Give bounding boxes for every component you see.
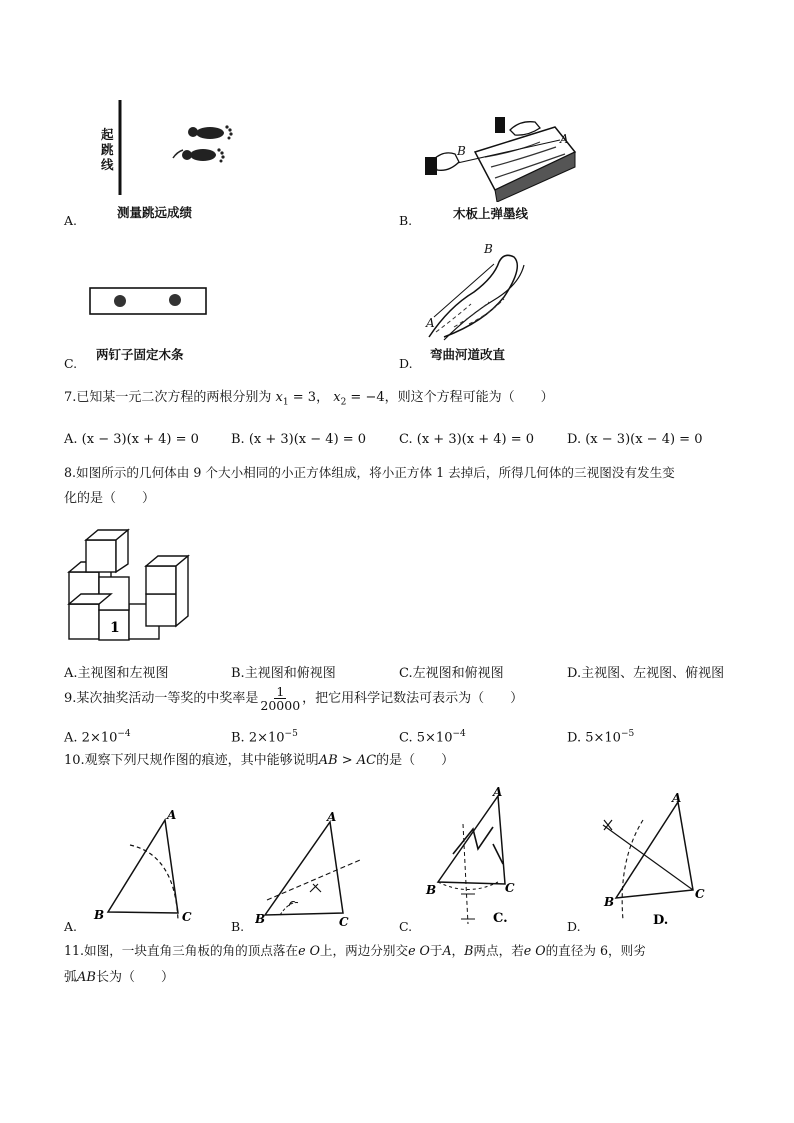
- option-d[interactable]: D.主视图、左视图、俯视图: [567, 666, 725, 681]
- option-label: C.: [64, 356, 78, 371]
- triangle-construction-a: [90, 805, 200, 925]
- option-label: B.: [231, 919, 245, 934]
- q6-figure-d: [424, 242, 554, 367]
- svg-text:C: C: [182, 910, 192, 924]
- footprint-icon: [188, 125, 233, 139]
- svg-text:D.: D.: [653, 913, 669, 928]
- board-chalk-line-illustration: [425, 112, 595, 202]
- question-8-line2: 化的是（ ）: [64, 491, 156, 506]
- question-11-line2: 弧AB长为（ ）: [64, 970, 174, 985]
- question-9-stem: 9.某次抽奖活动一等奖的中奖率是 $\frac{1}{20000}$ ，把它用科学记数法可表示为（ ）: [64, 684, 524, 714]
- figure-caption: 测量跳远成绩: [117, 205, 193, 220]
- q6-figure-c: [88, 285, 248, 365]
- cube-1-label: 1: [110, 620, 120, 636]
- q6-figure-a: [95, 95, 265, 225]
- q10-figure-c: [423, 784, 523, 930]
- option-c[interactable]: C.左视图和俯视图: [399, 666, 504, 681]
- svg-text:B: B: [94, 908, 105, 922]
- figure-caption: 两钉子固定木条: [96, 347, 184, 362]
- triangle-construction-d: [598, 790, 718, 930]
- svg-text:A: A: [167, 808, 177, 822]
- figure-caption: 弯曲河道改直: [430, 347, 506, 362]
- nail-icon: [169, 294, 181, 306]
- option-label: A.: [64, 919, 78, 934]
- point-label-b: B: [484, 242, 493, 256]
- option-b[interactable]: B. (x + 3)(x − 4) = 0: [231, 432, 367, 447]
- board-nails-illustration: [88, 285, 248, 320]
- option-b[interactable]: B. $2\times 10^{-5}$: [231, 729, 298, 746]
- q8-cube-figure: [66, 522, 206, 647]
- question-7-stem: 7.已知某一元二次方程的两根分别为 $x_1 = 3$， $x_2 = -4$，则这个方程可能为（ ）: [64, 390, 554, 408]
- question-7-options: [0, 432, 794, 452]
- svg-text:B: B: [255, 912, 266, 926]
- river-illustration: [424, 242, 554, 342]
- question-10-stem: 10.观察下列尺规作图的痕迹，其中能够说明AB > AC的是（ ）: [64, 753, 455, 768]
- svg-text:C: C: [339, 915, 349, 928]
- svg-text:A: A: [327, 810, 337, 824]
- fraction: $\frac{1}{20000}$: [260, 684, 301, 714]
- option-b[interactable]: B.主视图和俯视图: [231, 666, 336, 681]
- option-label: B.: [399, 213, 413, 228]
- svg-text:C.: C.: [493, 911, 508, 926]
- q10-figure-d: [598, 790, 718, 930]
- q10-figure-b: [255, 810, 365, 928]
- svg-text:A: A: [672, 791, 682, 805]
- point-label-a: A: [426, 316, 435, 330]
- svg-text:A: A: [493, 785, 503, 799]
- question-11-line1: 11.如图，一块直角三角板的角的顶点落在e O上，两边分别交e O于A，B两点，若e O的直径为 6，则劣: [64, 943, 646, 958]
- footprint-icon: [173, 148, 225, 162]
- svg-text:B: B: [426, 883, 437, 897]
- point-label-a: A: [560, 132, 569, 146]
- svg-text:C: C: [505, 881, 515, 895]
- point-label-b: B: [457, 144, 466, 158]
- option-label: C.: [399, 919, 413, 934]
- option-a[interactable]: A. (x − 3)(x + 4) = 0: [64, 432, 199, 447]
- triangle-construction-b: [255, 810, 365, 928]
- cubes-illustration: [66, 522, 206, 647]
- svg-text:C: C: [695, 887, 705, 901]
- option-d[interactable]: D. (x − 3)(x − 4) = 0: [567, 432, 703, 447]
- question-8-line1: 8.如图所示的几何体由 9 个大小相同的小正方体组成，将小正方体 1 去掉后，所得几何体的三视图没有发生变: [64, 465, 675, 480]
- option-c[interactable]: C. (x + 3)(x + 4) = 0: [399, 432, 535, 447]
- question-9-options: [0, 729, 794, 749]
- option-label: D.: [567, 919, 581, 934]
- option-d[interactable]: D. $5\times 10^{-5}$: [567, 729, 635, 746]
- option-a[interactable]: A. $2\times 10^{-4}$: [64, 729, 131, 746]
- figure-caption: 木板上弹墨线: [453, 206, 529, 221]
- option-label: D.: [399, 356, 413, 371]
- triangle-construction-c: [423, 784, 523, 930]
- option-a[interactable]: A.主视图和左视图: [64, 666, 169, 681]
- nail-icon: [114, 295, 126, 307]
- long-jump-side-label: 起跳线: [101, 127, 114, 172]
- option-c[interactable]: C. $5\times 10^{-4}$: [399, 729, 466, 746]
- q6-figure-b: [425, 112, 595, 224]
- q10-figure-a: [90, 805, 200, 925]
- option-label: A.: [64, 213, 78, 228]
- svg-text:B: B: [604, 895, 615, 909]
- question-8-options: [0, 662, 794, 682]
